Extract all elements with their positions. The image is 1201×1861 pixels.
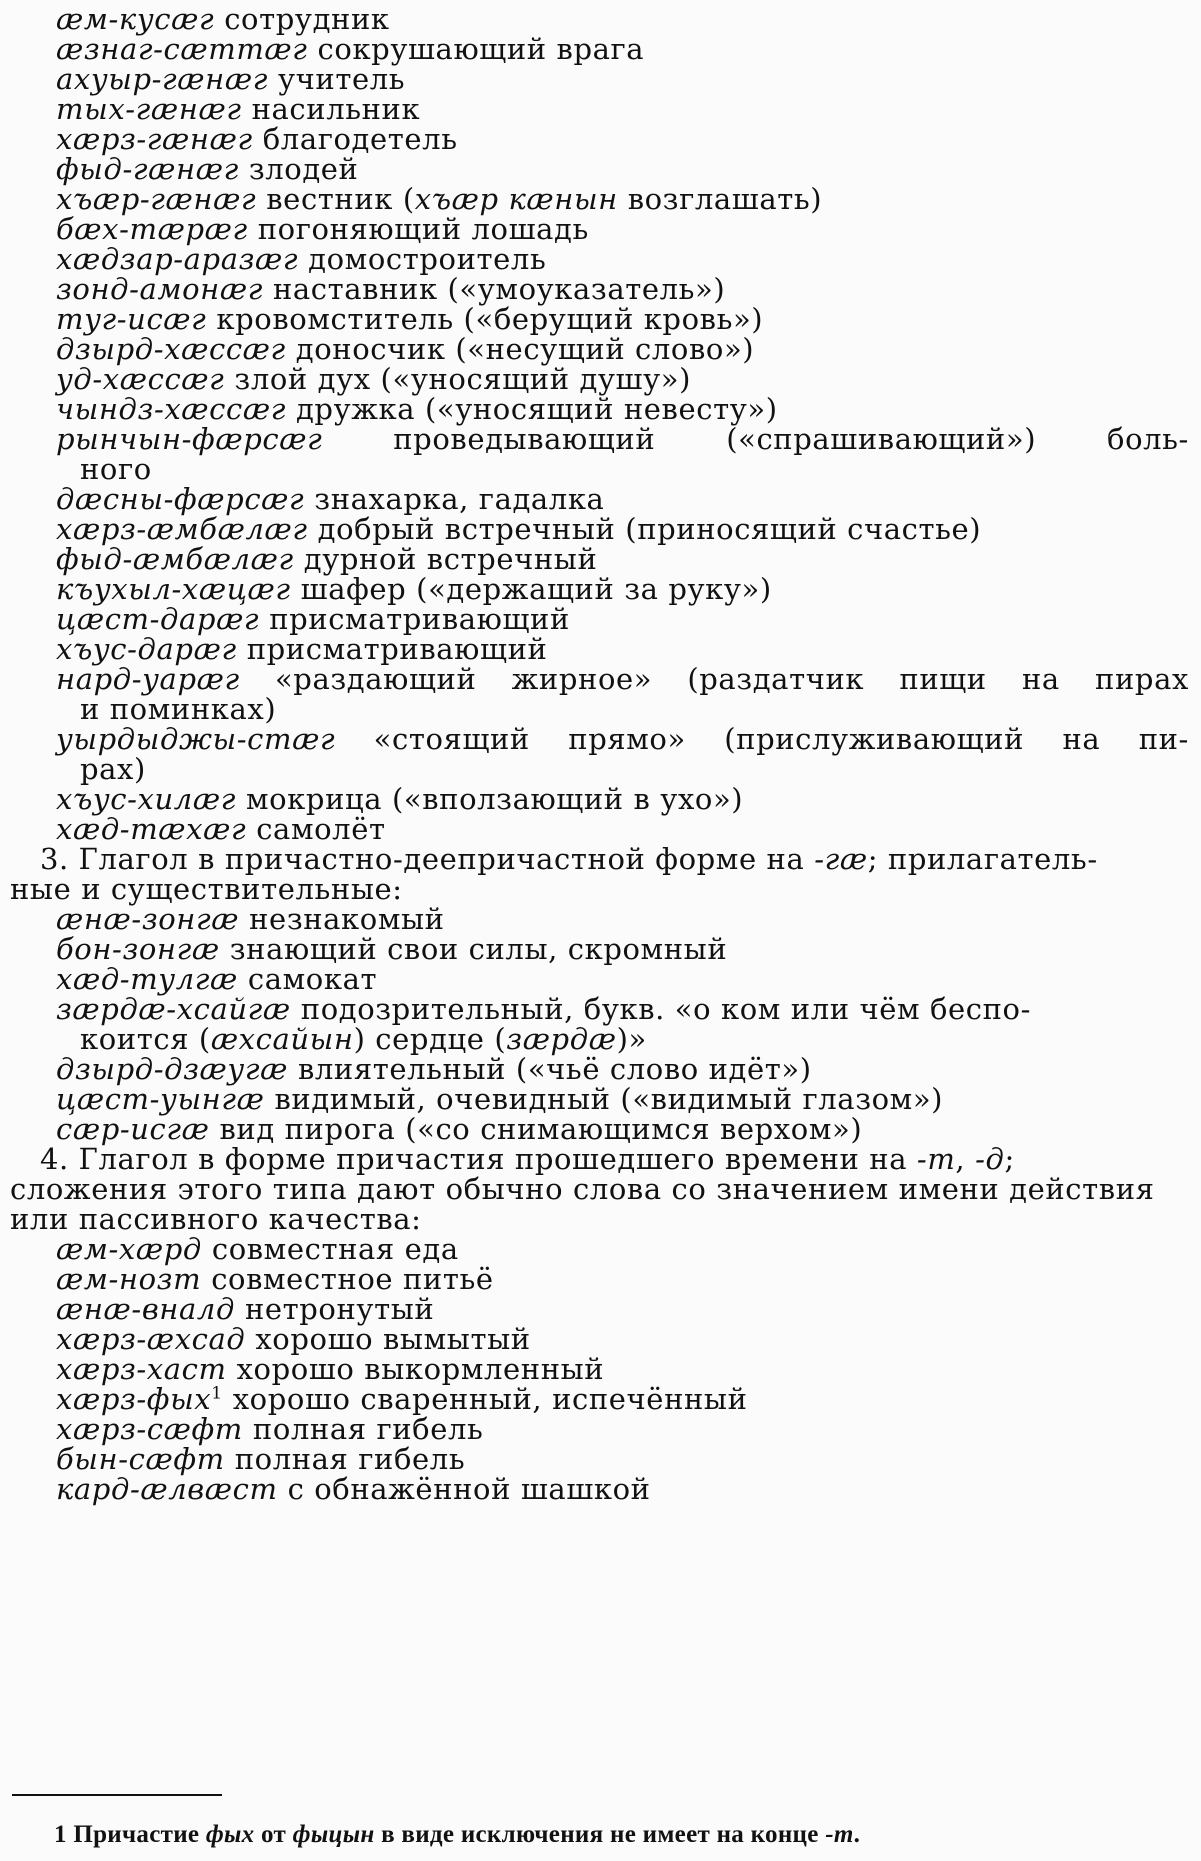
entry-gloss: сокрушающий врага (317, 32, 645, 66)
entry-gloss: вид пирога («со снимающимся верхом») (219, 1112, 863, 1146)
entry-gloss: влиятельный («чьё слово идёт») (297, 1052, 812, 1086)
footnote-marker: 1 (211, 1383, 223, 1404)
entry-gloss: совместная еда (211, 1232, 459, 1266)
entry-gloss: домостроитель (308, 242, 547, 276)
entry-term: уд-хæссæг (56, 362, 225, 396)
entry-gloss: коится ( (80, 1022, 211, 1056)
entry-gloss: шафер («держащий за руку») (300, 572, 772, 606)
entry-gloss: подозрительный, букв. «о ком или чём беспо- (300, 992, 1032, 1026)
footnote-term: -т (825, 1821, 854, 1848)
entry-term: хæрз-сæфт (56, 1412, 243, 1446)
entry-term: хæрз-гæнæг (56, 122, 253, 156)
entry-gloss: присматривающий (246, 632, 548, 666)
entry-gloss: добрый встречный (приносящий счастье) (317, 512, 982, 546)
entry-term: æм-нозт (56, 1262, 202, 1296)
entry-term: дзырд-хæссæг (56, 332, 286, 366)
entry-gloss: злой дух («уносящий душу») (234, 362, 692, 396)
entry-gloss: сотрудник (224, 2, 390, 36)
paragraph-text: 3. Глагол в причастно-деепричастной форме на (40, 842, 815, 876)
paragraph-text: или пассивного качества: (10, 1202, 422, 1236)
entry-gloss: видимый, очевидный («видимый глазом») (274, 1082, 944, 1116)
entry-term: хæдзар-аразæг (56, 242, 299, 276)
entry-term: нард-уарæг (56, 662, 240, 696)
entry-term: æхсайын (210, 1022, 354, 1056)
entry-gloss: нетронутый (244, 1292, 435, 1326)
footnote-number: 1 (54, 1821, 67, 1848)
paragraph-text: сложения этого типа дают обычно слова со значением имени действия (10, 1172, 1155, 1206)
suffix-term: -д (975, 1142, 1005, 1176)
entry-term: чындз-хæссæг (56, 392, 286, 426)
entry-term: хæрз-æмбæлæг (56, 512, 308, 546)
entry-gloss: хорошо сваренный, испечённый (232, 1382, 748, 1416)
entry-term: тых-гæнæг (56, 92, 242, 126)
entry-gloss: пирах (1095, 662, 1189, 696)
entry-term: кард-æлвæст (56, 1472, 278, 1506)
entry-gloss: хорошо вымытый (255, 1322, 531, 1356)
entry-term: зæрдæ-хсайгæ (56, 992, 291, 1026)
entry-gloss: ного (80, 452, 152, 486)
entry-gloss: хорошо выкормленный (236, 1352, 605, 1386)
entry-gloss: злодей (248, 152, 359, 186)
suffix-term: -гæ (814, 842, 868, 876)
entry-term: туг-исæг (56, 302, 207, 336)
entry-gloss: пищи (899, 662, 987, 696)
entry-gloss: «стоящий (373, 722, 530, 756)
entry-gloss: возглашать) (617, 182, 823, 216)
entry-gloss: (прислуживающий (724, 722, 1025, 756)
entry-gloss: с обнажённой шашкой (287, 1472, 651, 1506)
entry-term: хæд-тулгæ (56, 962, 238, 996)
entry-term: æм-хæрд (56, 1232, 202, 1266)
entry-gloss: ) сердце ( (353, 1022, 507, 1056)
entry-gloss: )» (616, 1022, 647, 1056)
entry-gloss: доносчик («несущий слово») (295, 332, 755, 366)
entry-gloss: пи- (1138, 722, 1189, 756)
entry-gloss: прямо» (568, 722, 686, 756)
entry-term: бон-зонгæ (56, 932, 220, 966)
entry-gloss: рах) (80, 752, 146, 786)
footnote-text: в виде исключения не имеет на конце (374, 1821, 826, 1848)
paragraph-text: 4. Глагол в форме причастия прошедшего времени на (40, 1142, 917, 1176)
entry-term: цæст-уынгæ (56, 1082, 265, 1116)
entry-term: хъус-дарæг (56, 632, 237, 666)
entry-term: бын-сæфт (56, 1442, 225, 1476)
entry-gloss: насильник (251, 92, 421, 126)
entry-gloss: учитель (277, 62, 406, 96)
entry-term: бæх-тæрæг (56, 212, 248, 246)
footnote (54, 1820, 860, 1850)
footnote-term: фыцын (292, 1821, 375, 1848)
footnote-text: Причастие (66, 1821, 206, 1848)
entry-term: хъæр кæнын (414, 182, 618, 216)
entry-gloss: самокат (247, 962, 378, 996)
entry-term: дæсны-фæрсæг (56, 482, 305, 516)
entry-term: æнæ-вналд (56, 1292, 235, 1326)
entry-term: хъæр-гæнæг (56, 182, 257, 216)
entry-gloss: совместное питьё (211, 1262, 494, 1296)
entry-term: хъус-хилæг (56, 782, 236, 816)
entry-term: фыд-гæнæг (56, 152, 239, 186)
entry-term: æм-кусæг (56, 2, 215, 36)
entry-gloss: самолёт (256, 812, 386, 846)
suffix-term: -т (916, 1142, 956, 1176)
entry-gloss: кровомститель («берущий кровь») (216, 302, 764, 336)
entry-gloss: и поминках) (80, 692, 277, 726)
entry-gloss: благодетель (262, 122, 458, 156)
entry-gloss: жирное» (511, 662, 653, 696)
entry-gloss: знающий свои силы, скромный (229, 932, 728, 966)
paragraph-text: ; (1004, 1142, 1015, 1176)
entry-term: къухыл-хæцæг (56, 572, 291, 606)
entry-gloss: наставник («умоуказатель») (272, 272, 726, 306)
entry-gloss: «раздающий (274, 662, 477, 696)
entry-term: хæрз-æхсад (56, 1322, 246, 1356)
paragraph-text: , (955, 1142, 976, 1176)
paragraph-text: ; прилагатель- (867, 842, 1098, 876)
footnote-text: от (254, 1821, 293, 1848)
entry-term: æзнаг-сæттæг (56, 32, 308, 66)
entry-term: фыд-æмбæлæг (56, 542, 294, 576)
footnote-text: . (853, 1821, 861, 1848)
paragraph-text: ные и существительные: (10, 872, 403, 906)
entry-term: хæд-тæхæг (56, 812, 247, 846)
entry-term: дзырд-дзæугæ (56, 1052, 288, 1086)
entry-term: зонд-амонæг (56, 272, 263, 306)
entry-line (0, 1472, 1189, 1507)
entry-gloss: проведывающий (393, 422, 656, 456)
footnote-divider (12, 1794, 222, 1796)
entry-gloss: дружка («уносящий невесту») (295, 392, 778, 426)
entry-term: ахуыр-гæнæг (56, 62, 268, 96)
entry-gloss: боль- (1107, 422, 1189, 456)
entry-term: æнæ-зонгæ (56, 902, 240, 936)
entry-gloss: погоняющий лошадь (257, 212, 589, 246)
footnote-term: фых (205, 1821, 255, 1848)
entry-term: хæрз-фых (56, 1382, 212, 1416)
entry-term: рынчын-фæрсæг (56, 422, 323, 456)
entry-gloss: на (1062, 722, 1101, 756)
entry-gloss: вестник ( (266, 182, 415, 216)
entry-gloss: на (1021, 662, 1060, 696)
entry-term: зæрдæ (506, 1022, 617, 1056)
entry-term: сæр-исгæ (56, 1112, 210, 1146)
entry-gloss: полная гибель (234, 1442, 466, 1476)
entry-term: хæрз-хаст (56, 1352, 227, 1386)
entry-gloss: дурной встречный (303, 542, 598, 576)
entry-term: уырдыджы-стæг (56, 722, 336, 756)
entry-gloss: полная гибель (252, 1412, 484, 1446)
entry-term: цæст-дарæг (56, 602, 260, 636)
entry-gloss: мокрица («вползающий в ухо») (245, 782, 744, 816)
entry-gloss: (раздатчик (687, 662, 865, 696)
entry-gloss: («спрашивающий») (726, 422, 1037, 456)
entry-gloss: присматривающий (269, 602, 570, 636)
entry-gloss: незнакомый (249, 902, 445, 936)
entry-gloss: знахарка, гадалка (314, 482, 605, 516)
